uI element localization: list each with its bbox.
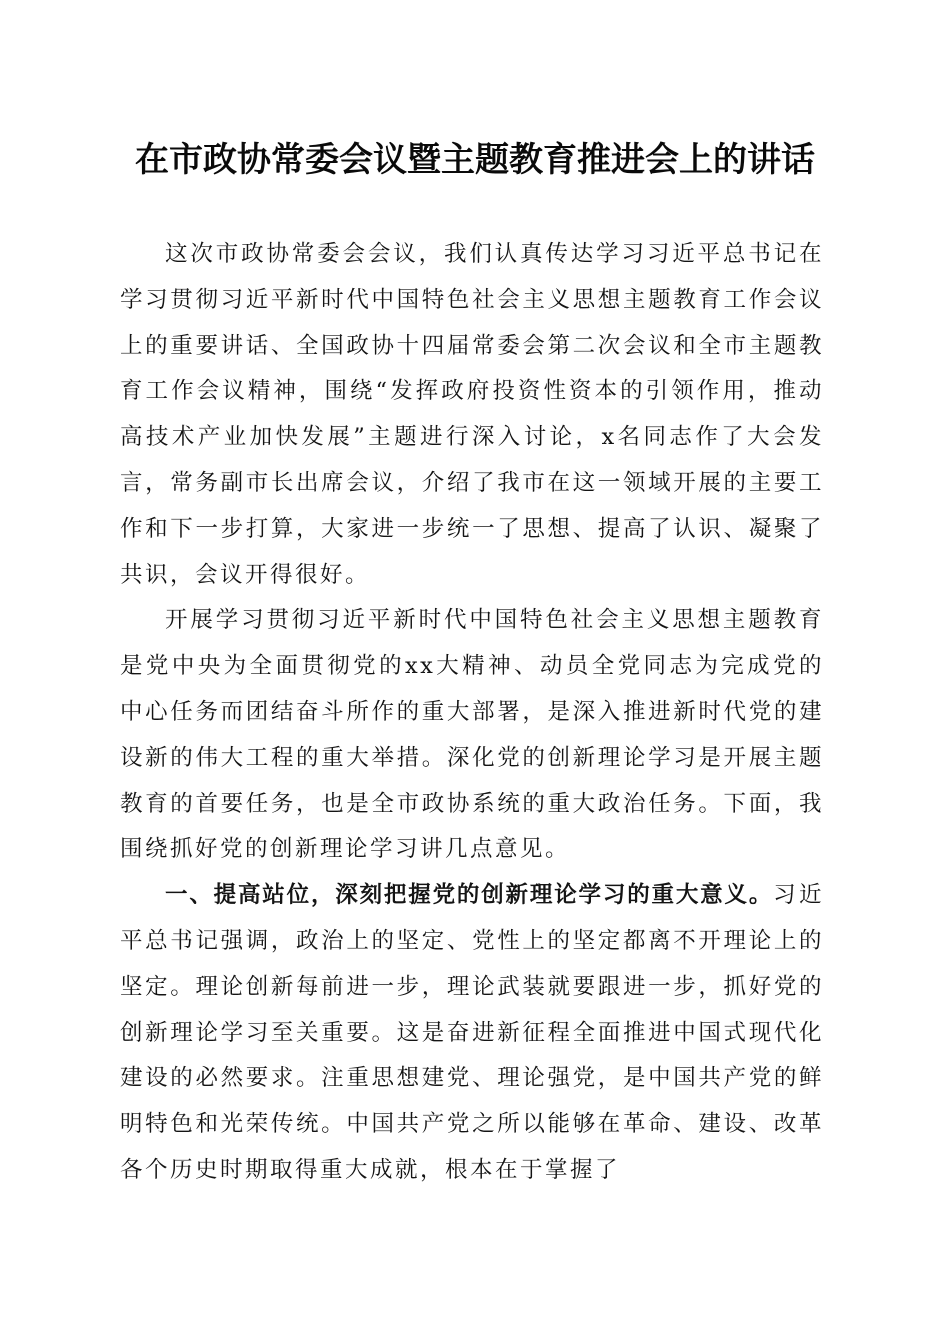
document-body [120,232,824,1194]
paragraph-intro: 这次市政协常委会会议，我们认真传达学习习近平总书记在学习贯彻习近平新时代中国特色社会主义思想主题教育工作会议上的重要讲话、全国政协十四届常委会第二次会议和全市主题教育工作会议精神，围绕“发挥政府投资性资本的引领作用，推动高技术产业加快发展”主题进行深入讨论，x名同志作了大会发言，常务副市长出席会议，介绍了我市在这一领域开展的主要工作和下一步打算，大家进一步统一了思想、提高了认识、凝聚了共识，会议开得很好。 [120,241,824,588]
section-1-text: 习近平总书记强调，政治上的坚定、党性上的坚定都离不开理论上的坚定。理论创新每前进一步，理论武装就要跟进一步，抓好党的创新理论学习至关重要。这是奋进新征程全面推进中国式现代化建设的必然要求。注重思想建党、理论强党，是中国共产党的鲜明特色和光荣传统。中国共产党之所以能够在革命、建设、改革各个历史时期取得重大成就，根本在于掌握了 [120,882,824,1183]
paragraph-background: 开展学习贯彻习近平新时代中国特色社会主义思想主题教育是党中央为全面贯彻党的xx大精神、动员全党同志为完成党的中心任务而团结奋斗所作的重大部署，是深入推进新时代党的建设新的伟大工程的重大举措。深化党的创新理论学习是开展主题教育的首要任务，也是全市政协系统的重大政治任务。下面，我围绕抓好党的创新理论学习讲几点意见。 [120,607,824,863]
document-title: 在市政协常委会议暨主题教育推进会上的讲话 [135,140,815,180]
paragraph-section-1 [120,873,824,1194]
section-1-heading: 一、提高站位，深刻把握党的创新理论学习的重大意义。 [165,882,774,909]
